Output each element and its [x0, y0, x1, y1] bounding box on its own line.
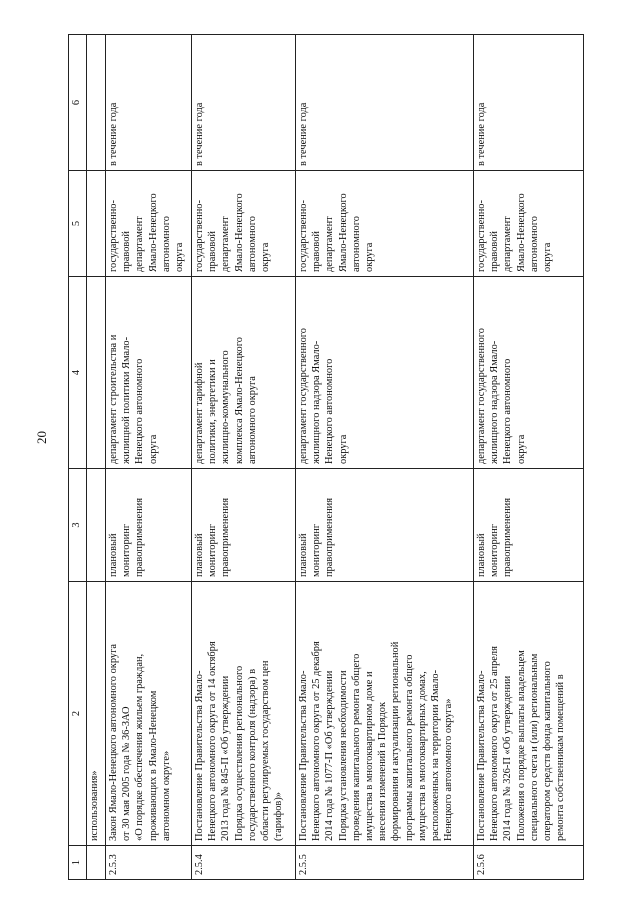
- cell-empty: [87, 469, 106, 582]
- row-number: 2.5.5: [296, 846, 474, 880]
- table-row: [474, 35, 584, 880]
- legal-department: государственно- правовой департамент Ямало-Ненецкого автономного округа: [296, 171, 474, 277]
- term: в течение года: [474, 35, 584, 171]
- monitoring-type: плановый мониторинг правоприменения: [296, 469, 474, 582]
- table-row: [296, 35, 474, 880]
- cell-empty: [87, 277, 106, 469]
- cell-empty: [87, 846, 106, 880]
- row-number: 2.5.4: [192, 846, 296, 880]
- table-row: [192, 35, 296, 880]
- column-number: 3: [69, 469, 87, 582]
- column-number: 4: [69, 277, 87, 469]
- responsible-department: департамент строительства и жилищной политики Ямало- Ненецкого автономного округа: [106, 277, 192, 469]
- column-number-row: [69, 35, 87, 880]
- row-number: 2.5.3: [106, 846, 192, 880]
- continuation-row: [87, 35, 106, 880]
- responsible-department: департамент государственного жилищного надзора Ямало- Ненецкого автономного округа: [296, 277, 474, 469]
- table-row: [106, 35, 192, 880]
- column-number: 1: [69, 846, 87, 880]
- act-name: Закон Ямало-Ненецкого автономного округа от 30 мая 2005 года № 36-ЗАО «О порядке обеспечения жильем граждан, проживающих в Ямало-Ненецком автономном округе»: [106, 582, 192, 846]
- column-number: 2: [69, 582, 87, 846]
- act-name: Постановление Правительства Ямало- Ненецкого автономного округа от 14 октября 2013 года № 845-П «Об утверждении Порядка осуществления регионального государственного контроля (надзора) в области регулируемых государством цен (тарифов)»: [192, 582, 296, 846]
- monitoring-type: плановый мониторинг правоприменения: [474, 469, 584, 582]
- legal-department: государственно- правовой департамент Ямало-Ненецкого автономного округа: [474, 171, 584, 277]
- continuation-text: использования»: [87, 582, 106, 846]
- cell-empty: [87, 171, 106, 277]
- monitoring-plan-table: [68, 34, 584, 880]
- monitoring-type: плановый мониторинг правоприменения: [106, 469, 192, 582]
- legal-department: государственно- правовой департамент Ямало-Ненецкого автономного округа: [106, 171, 192, 277]
- term: в течение года: [192, 35, 296, 171]
- page-number: 20: [34, 431, 49, 444]
- term: в течение года: [106, 35, 192, 171]
- term: в течение года: [296, 35, 474, 171]
- act-name: Постановление Правительства Ямало- Ненецкого автономного округа от 25 апреля 2014 года № 326-П «Об утверждении Положения о порядке выплаты владельцем специального счета и (или) региональным оператором средств фонда капитального ремонта собственникам помещений в: [474, 582, 584, 846]
- legal-department: государственно- правовой департамент Ямало-Ненецкого автономного округа: [192, 171, 296, 277]
- act-name: Постановление Правительства Ямало- Ненецкого автономного округа от 25 декабря 2014 года № 1077-П «Об утверждении Порядка установления необходимости проведения капитального ремонта общего имущества в многоквартирном доме и внесения изменений в Порядок формирования и актуализации региональной программы капитального ремонта общего имущества в многоквартирных домах, расположенных на территории Ямало- Ненецкого автономного округа»: [296, 582, 474, 846]
- monitoring-type: плановый мониторинг правоприменения: [192, 469, 296, 582]
- responsible-department: департамент государственного жилищного надзора Ямало- Ненецкого автономного округа: [474, 277, 584, 469]
- rotated-table-wrapper: [68, 35, 584, 880]
- responsible-department: департамент тарифной политики, энергетики и жилищно-коммунального комплекса Ямало-Ненецкого автономного округа: [192, 277, 296, 469]
- row-number: 2.5.6: [474, 846, 584, 880]
- cell-empty: [87, 35, 106, 171]
- column-number: 6: [69, 35, 87, 171]
- column-number: 5: [69, 171, 87, 277]
